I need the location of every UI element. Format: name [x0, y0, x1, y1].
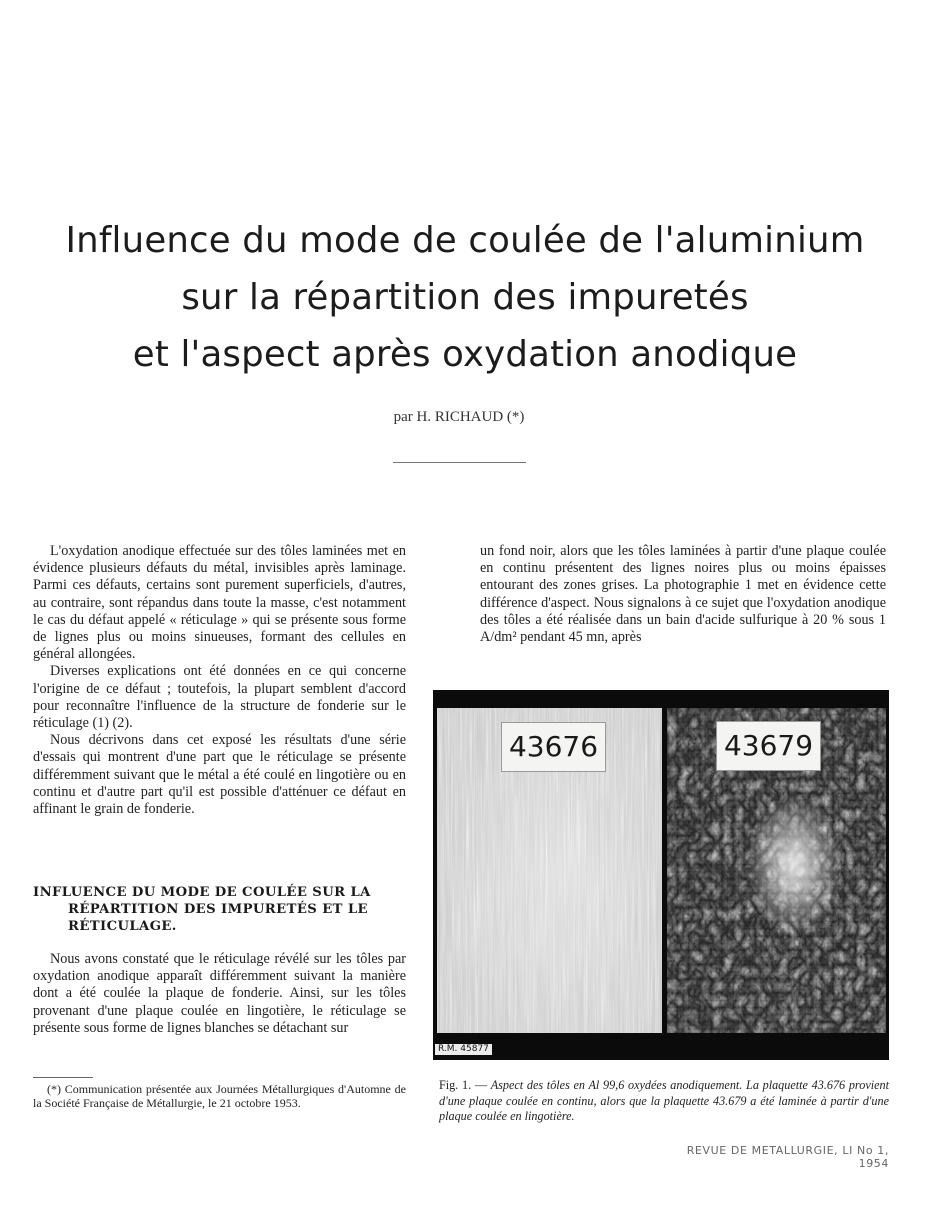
caption-text: Aspect des tôles en Al 99,6 oxydées anodiquement. La plaquette 43.676 provient d'une plaque coulée en continu, alors que la plaquette 43.679 a été laminée à partir d'une plaque coulée en lingotière.	[439, 1078, 889, 1123]
paragraph: L'oxydation anodique effectuée sur des tôles laminées met en évidence plusieurs défauts du métal, invisibles après laminage. Parmi ces défauts, certains sont purement superficiels, d'autres, au contraire, sont répandus dans toute la masse, c'est notamment le cas du défaut appelé « réticulage » qui se présente sous forme de lignes plus ou moins sinueuses, formant des cellules en général allongées.	[33, 543, 406, 663]
footnote-divider	[33, 1077, 93, 1078]
sample-label-43676: 43676	[501, 722, 606, 772]
journal-reference: REVUE DE METALLURGIE, LI No 1, 1954	[686, 1144, 889, 1170]
article-title	[20, 212, 910, 383]
figure-reference-code: R.M. 45877	[435, 1044, 492, 1055]
paragraph: Nous avons constaté que le réticulage révélé sur les tôles par oxydation anodique apparaît différemment suivant la manière dont a été coulée la plaque de fonderie. Ainsi, sur les tôles provenant d'une plaque coulée en lingotière, le réticulage se présente sous forme de lignes blanches se détachant sur	[33, 951, 406, 1036]
sample-label-43679: 43679	[716, 721, 821, 771]
footnote: (*) Communication présentée aux Journées Métallurgiques d'Automne de la Société Française de Métallurgie, le 21 octobre 1953.	[33, 1082, 406, 1110]
title-line-3: et l'aspect après oxydation anodique	[132, 334, 798, 375]
left-column-intro	[33, 543, 406, 818]
right-column	[480, 543, 886, 646]
title-divider	[393, 462, 526, 463]
figure-caption	[439, 1078, 889, 1125]
sample-43676-photo	[437, 708, 662, 1033]
author-byline: par H. RICHAUD (*)	[393, 409, 525, 425]
paragraph: Nous décrivons dans cet exposé les résultats d'une série d'essais qui montrent d'une part que le réticulage se présente différemment suivant que le métal a été coulé en lingotière ou en continu et d'autre part qu'il est possible d'atténuer ce défaut en affinant le grain de fonderie.	[33, 732, 406, 818]
left-column-section	[33, 951, 406, 1037]
figure-1-photograph	[433, 690, 889, 1060]
title-line-2: sur la répartition des impuretés	[181, 277, 749, 318]
caption-prefix: Fig. 1. —	[439, 1078, 488, 1092]
paragraph: un fond noir, alors que les tôles laminées à partir d'une plaque coulée en continu présentent des lignes noires plus ou moins épaisses entourant des zones grises. La photographie 1 met en évidence cette différence d'aspect. Nous signalons à ce sujet que l'oxydation anodique des tôles a été réalisée dans un bain d'acide sulfurique à 20 % sous 1 A/dm² pendant 45 mn, après	[480, 543, 886, 646]
paragraph: Diverses explications ont été données en ce qui concerne l'origine de ce défaut ; toutefois, la plupart semblent d'accord pour reconnaître l'influence de la structure de fonderie sur le réticulage (1) (2).	[33, 663, 406, 732]
section-heading: INFLUENCE DU MODE DE COULÉE SUR LA RÉPARTITION DES IMPURETÉS ET LE RÉTICULAGE.	[33, 885, 371, 934]
title-line-1: Influence du mode de coulée de l'aluminium	[65, 220, 865, 261]
sample-43679-photo	[667, 708, 886, 1033]
